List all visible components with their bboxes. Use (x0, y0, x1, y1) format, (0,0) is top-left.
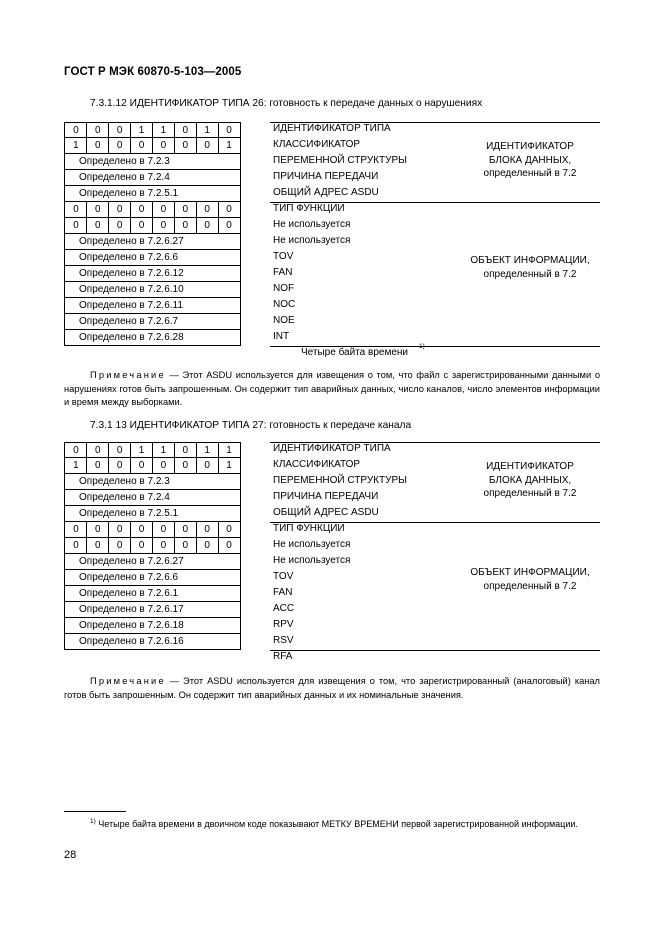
bit-divider (108, 202, 109, 217)
bit-cell: 0 (160, 204, 167, 215)
bit-divider (174, 138, 175, 153)
bit-cell: 0 (73, 204, 79, 215)
bit-cell: 0 (116, 125, 123, 136)
bit-divider (86, 443, 87, 457)
bit-divider (196, 443, 197, 457)
bit-cell: 0 (95, 524, 101, 535)
function-type-label: ТИП ФУНКЦИИ (273, 203, 345, 214)
bit-row (65, 138, 240, 154)
bit-divider (152, 138, 153, 153)
bit-divider (152, 202, 153, 217)
bit-cell: 0 (116, 204, 123, 215)
field-definition: Определено в 7.2.6.18 (79, 620, 184, 631)
field-row (65, 490, 240, 506)
field-definition: Определено в 7.2.6.6 (79, 252, 179, 263)
info-element-label: FAN (273, 587, 293, 598)
bit-cell: 1 (160, 445, 167, 456)
field-definition: Определено в 7.2.6.1 (79, 588, 179, 599)
bit-cell: 0 (116, 524, 123, 535)
bit-cell: 0 (95, 540, 101, 551)
info-element-label: NOF (273, 283, 295, 294)
bit-cell: 0 (138, 204, 145, 215)
bit-divider (152, 538, 153, 553)
field-row (65, 234, 240, 250)
field-row (65, 154, 240, 170)
bit-divider (130, 458, 131, 473)
bit-divider (152, 218, 153, 233)
bit-cell: 0 (160, 220, 167, 231)
cot-label: ПРИЧИНА ПЕРЕДАЧИ (273, 171, 379, 182)
info-element-label: ACC (273, 603, 295, 614)
note-lead: Примечание (90, 370, 166, 380)
field-definition: Определено в 7.2.4 (79, 172, 170, 183)
time-label: Четыре байта времени (301, 347, 408, 358)
field-row (65, 314, 240, 330)
info-element-label: RPV (273, 619, 294, 630)
bit-cell: 0 (204, 460, 210, 471)
bit-divider (108, 218, 109, 233)
bit-divider (196, 522, 197, 537)
footnote (64, 815, 600, 831)
table-rule (270, 442, 600, 443)
info-element-label: RSV (273, 635, 294, 646)
bit-divider (218, 538, 219, 553)
bit-divider (152, 458, 153, 473)
bit-divider (218, 202, 219, 217)
cot-label: ПРИЧИНА ПЕРЕДАЧИ (273, 491, 379, 502)
field-definition: Определено в 7.2.5.1 (79, 508, 179, 519)
field-definition: Определено в 7.2.5.1 (79, 188, 179, 199)
table-rule (270, 346, 600, 347)
asdu27-table (64, 442, 600, 662)
bit-divider (130, 538, 131, 553)
bit-divider (86, 138, 87, 153)
bit-cell: 0 (95, 220, 101, 231)
footnote-mark: 1) (90, 818, 96, 825)
asdu-address-label: ОБЩИЙ АДРЕС ASDU (273, 187, 379, 198)
bit-divider (218, 522, 219, 537)
bit-cell: 1 (226, 460, 232, 471)
info-element-label: TOV (273, 251, 294, 262)
bit-divider (86, 458, 87, 473)
note-text: — Этот ASDU используется для извещения о том, что зарегистрированный (аналоговый) канал готов быть запрошенным. Он содержит тип аварийных данных и их номинальные значения. (64, 676, 600, 700)
vsq-label: КЛАССИФИКАТОР (273, 139, 361, 150)
bit-divider (130, 522, 131, 537)
bit-cell: 0 (73, 220, 79, 231)
bit-divider (196, 218, 197, 233)
field-definition: Определено в 7.2.6.12 (79, 268, 184, 279)
bit-divider (130, 443, 131, 457)
info-element-label: NOE (273, 315, 295, 326)
footnote-rule (64, 811, 126, 812)
field-row (65, 570, 240, 586)
bit-cell: 0 (160, 524, 167, 535)
bit-divider (174, 218, 175, 233)
bit-cell: 1 (226, 140, 232, 151)
document-header: ГОСТ Р МЭК 60870-5-103—2005 (64, 66, 242, 78)
bit-row (65, 458, 240, 474)
bit-cell: 0 (182, 140, 189, 151)
information-object-group: ОБЪЕКТ ИНФОРМАЦИИ, определенный в 7.2 (470, 567, 590, 592)
bit-divider (174, 458, 175, 473)
bit-cell: 0 (95, 445, 101, 456)
type-id-label: ИДЕНТИФИКАТОР ТИПА (273, 123, 391, 134)
field-row (65, 186, 240, 202)
bit-divider (130, 138, 131, 153)
field-definition: Определено в 7.2.6.27 (79, 556, 184, 567)
vsq-label: ПЕРЕМЕННОЙ СТРУКТУРЫ (273, 155, 407, 166)
bit-divider (152, 123, 153, 137)
bit-divider (152, 522, 153, 537)
field-definition: Определено в 7.2.3 (79, 476, 170, 487)
field-row (65, 586, 240, 602)
bit-cell: 0 (204, 204, 210, 215)
bit-cell: 0 (182, 445, 189, 456)
field-row (65, 506, 240, 522)
field-row (65, 602, 240, 618)
unused-label: Не используется (273, 539, 351, 550)
bit-cell: 0 (204, 140, 210, 151)
bit-cell: 0 (204, 540, 210, 551)
bit-cell: 0 (116, 220, 123, 231)
bit-divider (108, 538, 109, 553)
bit-cell: 0 (204, 220, 210, 231)
unused-label: Не используется (273, 235, 351, 246)
table-rule (270, 122, 600, 123)
bit-cell: 0 (226, 125, 232, 136)
bit-cell: 1 (138, 125, 145, 136)
bit-cell: 1 (226, 445, 232, 456)
field-definition: Определено в 7.2.6.27 (79, 236, 184, 247)
asdu-address-label: ОБЩИЙ АДРЕС ASDU (273, 507, 379, 518)
bit-cell: 0 (182, 460, 189, 471)
data-unit-identifier-group: ИДЕНТИФИКАТОР БЛОКА ДАННЫХ, определенный в 7.2 (483, 461, 577, 499)
bit-divider (196, 202, 197, 217)
bit-cell: 1 (204, 445, 210, 456)
bit-divider (196, 138, 197, 153)
footnote-text: Четыре байта времени в двоичном коде показывают МЕТКУ ВРЕМЕНИ первой зарегистрированной информации. (95, 819, 578, 829)
info-element-label: RFA (273, 651, 293, 662)
bit-divider (108, 522, 109, 537)
vsq-label: ПЕРЕМЕННОЙ СТРУКТУРЫ (273, 475, 407, 486)
bit-cell: 0 (182, 540, 189, 551)
bit-divider (108, 138, 109, 153)
bit-divider (196, 538, 197, 553)
bit-divider (152, 443, 153, 457)
bit-cell: 0 (204, 524, 210, 535)
bit-divider (86, 123, 87, 137)
bit-row (65, 218, 240, 234)
bit-row (65, 202, 240, 218)
bit-divider (86, 522, 87, 537)
field-row (65, 554, 240, 570)
field-row (65, 282, 240, 298)
bit-cell: 0 (95, 125, 101, 136)
unused-label: Не используется (273, 219, 351, 230)
field-row (65, 298, 240, 314)
bit-cell: 0 (160, 140, 167, 151)
info-element-label: INT (273, 331, 290, 342)
bit-cell: 0 (116, 460, 123, 471)
info-element-label: NOC (273, 299, 296, 310)
bit-cell: 0 (182, 220, 189, 231)
bit-cell: 1 (73, 460, 79, 471)
field-definition: Определено в 7.2.6.17 (79, 604, 184, 615)
section-2-note (64, 675, 600, 702)
bit-divider (218, 123, 219, 137)
bit-cell: 1 (160, 125, 167, 136)
field-row (65, 474, 240, 490)
bit-cell: 0 (226, 220, 232, 231)
bit-divider (174, 202, 175, 217)
unused-label: Не используется (273, 555, 351, 566)
bit-divider (174, 522, 175, 537)
bit-cell: 0 (182, 204, 189, 215)
vsq-label: КЛАССИФИКАТОР (273, 459, 361, 470)
octet-column (64, 122, 241, 346)
bit-cell: 0 (182, 125, 189, 136)
information-object-group: ОБЪЕКТ ИНФОРМАЦИИ, определенный в 7.2 (470, 255, 590, 280)
field-row (65, 618, 240, 634)
bit-divider (218, 138, 219, 153)
bit-cell: 0 (116, 445, 123, 456)
bit-cell: 0 (95, 460, 101, 471)
field-definition: Определено в 7.2.4 (79, 492, 170, 503)
field-definition: Определено в 7.2.6.11 (79, 300, 183, 311)
bit-divider (218, 443, 219, 457)
field-definition: Определено в 7.2.6.10 (79, 284, 184, 295)
bit-divider (108, 443, 109, 457)
section-2-title: 7.3.1 13 ИДЕНТИФИКАТОР ТИПА 27: готовность к передаче канала (90, 420, 412, 431)
field-definition: Определено в 7.2.6.7 (79, 316, 179, 327)
field-definition: Определено в 7.2.6.16 (79, 636, 184, 647)
data-unit-identifier-group: ИДЕНТИФИКАТОР БЛОКА ДАННЫХ, определенный в 7.2 (483, 141, 577, 179)
bit-divider (86, 202, 87, 217)
bit-cell: 0 (138, 460, 145, 471)
bit-divider (130, 123, 131, 137)
section-1-note (64, 369, 600, 410)
bit-divider (108, 123, 109, 137)
bit-divider (130, 218, 131, 233)
section-1-title: 7.3.1.12 ИДЕНТИФИКАТОР ТИПА 26: готовность к передаче данных о нарушениях (90, 98, 483, 109)
note-lead: Примечание (90, 676, 166, 686)
bit-divider (174, 443, 175, 457)
bit-divider (86, 218, 87, 233)
bit-cell: 0 (226, 540, 232, 551)
bit-cell: 1 (138, 445, 145, 456)
bit-cell: 0 (182, 524, 189, 535)
bit-row (65, 538, 240, 554)
field-row (65, 170, 240, 186)
bit-cell: 0 (226, 524, 232, 535)
bit-divider (174, 538, 175, 553)
bit-cell: 0 (138, 524, 145, 535)
bit-cell: 0 (138, 140, 145, 151)
field-definition: Определено в 7.2.6.28 (79, 332, 184, 343)
bit-divider (86, 538, 87, 553)
octet-column (64, 442, 241, 650)
bit-cell: 1 (204, 125, 210, 136)
bit-cell: 0 (160, 460, 167, 471)
bit-divider (218, 218, 219, 233)
bit-cell: 1 (73, 140, 79, 151)
bit-cell: 0 (116, 540, 123, 551)
note-text: — Этот ASDU используется для извещения о том, что файл с зарегистрированными данными о нарушениях готов быть запрошенным. Он содержит тип аварийных данных, число каналов, число элементов информации и время между выборками. (64, 370, 600, 408)
bit-cell: 0 (138, 220, 145, 231)
bit-divider (196, 458, 197, 473)
bit-cell: 0 (160, 540, 167, 551)
bit-row (65, 122, 240, 138)
bit-cell: 0 (73, 125, 79, 136)
asdu26-table (64, 122, 600, 358)
bit-cell: 0 (226, 204, 232, 215)
bit-cell: 0 (95, 140, 101, 151)
info-element-label: TOV (273, 571, 294, 582)
field-row (65, 250, 240, 266)
bit-cell: 0 (95, 204, 101, 215)
bit-divider (196, 123, 197, 137)
table-rule (270, 650, 600, 651)
function-type-label: ТИП ФУНКЦИИ (273, 523, 345, 534)
bit-cell: 0 (116, 140, 123, 151)
bit-cell: 0 (73, 540, 79, 551)
bit-row (65, 522, 240, 538)
bit-divider (174, 123, 175, 137)
page-number: 28 (64, 849, 77, 861)
bit-cell: 0 (138, 540, 145, 551)
field-row (65, 634, 240, 650)
field-row (65, 266, 240, 282)
bit-cell: 0 (73, 524, 79, 535)
field-definition: Определено в 7.2.6.6 (79, 572, 179, 583)
bit-divider (218, 458, 219, 473)
type-id-label: ИДЕНТИФИКАТОР ТИПА (273, 443, 391, 454)
field-definition: Определено в 7.2.3 (79, 156, 170, 167)
bit-row (65, 442, 240, 458)
bit-divider (108, 458, 109, 473)
table-rule (270, 202, 600, 203)
bit-divider (130, 202, 131, 217)
table-rule (270, 522, 600, 523)
bit-cell: 0 (73, 445, 79, 456)
info-element-label: FAN (273, 267, 293, 278)
field-row (65, 330, 240, 346)
